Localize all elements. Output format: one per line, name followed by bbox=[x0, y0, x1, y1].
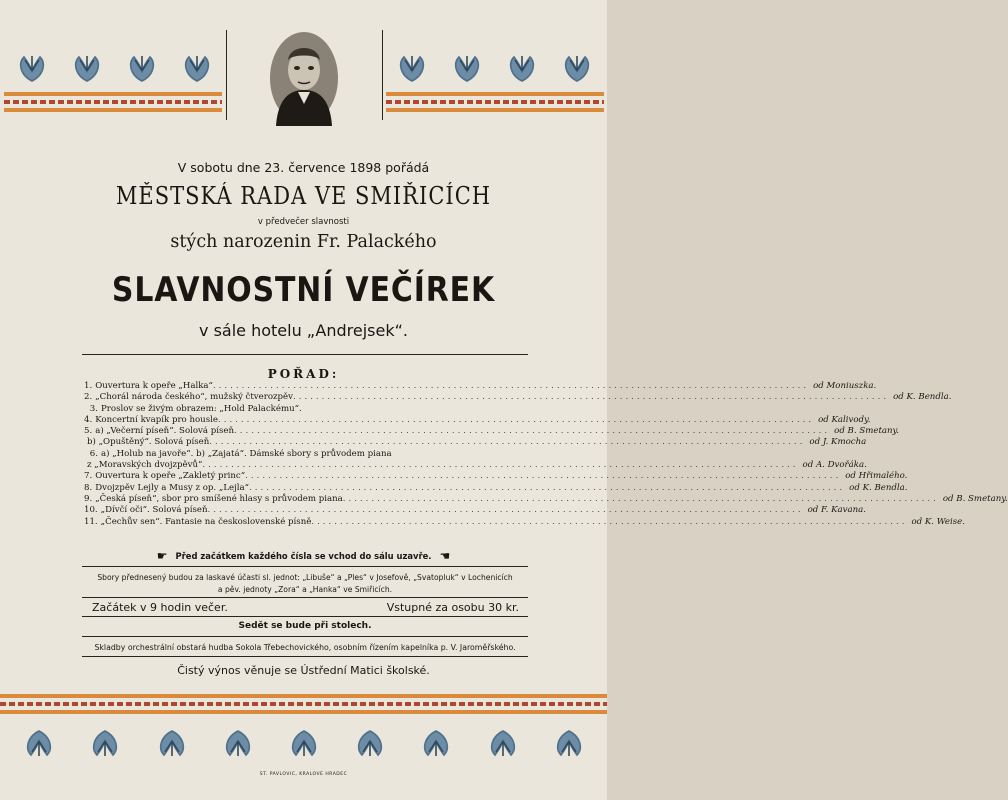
seating-note: Sedět se bude při stolech. bbox=[238, 621, 372, 631]
program-item: 5. a) „Večerní píseň“. Solová píseň ........................................................................................................ od B. Smetany. bbox=[84, 426, 900, 437]
program-item: 1. Ouvertura k opeře „Halka“ ........................................................................................................ od Moniuszka. bbox=[84, 381, 877, 391]
fan-ornament-icon bbox=[559, 50, 595, 86]
fan-ornament-icon bbox=[504, 50, 540, 86]
date-line: V sobotu dne 23. července 1898 pořádá bbox=[177, 160, 430, 175]
fan-ornament-icon bbox=[485, 726, 521, 762]
music-note: Skladby orchestrální obstará hudba Sokola Třebechovického, osobním řízením kapelníka p. V. Jaroměřského. bbox=[94, 643, 516, 652]
fan-ornament-icon bbox=[87, 726, 123, 762]
program-item: 7. Ouvertura k opeře „Zakletý princ“ ........................................................................................................ od Hřimalého. bbox=[84, 471, 908, 482]
admission-price: Vstupné za osobu 30 kr. bbox=[386, 601, 519, 614]
pointing-hand-right-icon: ☛ bbox=[156, 549, 168, 563]
fan-ornament-icon bbox=[220, 726, 256, 762]
organizer-title: MĚSTSKÁ RADA VE SMIŘICÍCH bbox=[115, 182, 492, 210]
program-item: 2. „Chorál národa českého“, mužský čtverozpěv ........................................................................................................ od K. Bendla. bbox=[84, 392, 952, 403]
fan-ornament-icon bbox=[449, 50, 485, 86]
program-item: z „Moravských dvojzpěvů“ ........................................................................................................ od A. Dvořáka. bbox=[87, 460, 867, 471]
program-item: 3. Proslov se živým obrazem: „Hold Palackému“. bbox=[89, 403, 302, 414]
program-list bbox=[84, 381, 1008, 528]
printer-credit: ST. PAVLOVIC, KRALOVE HRADEC bbox=[259, 772, 348, 777]
choirs-line-2: a pěv. jednoty „Zora“ a „Hanka“ ve Smiřicích. bbox=[217, 585, 393, 594]
fan-ornament-icon bbox=[418, 726, 454, 762]
pointing-hand-left-icon: ☚ bbox=[439, 549, 451, 563]
venue-line: v sále hotelu „Andrejsek“. bbox=[199, 321, 408, 340]
occasion-line: stých narozenin Fr. Palackého bbox=[170, 232, 437, 252]
entrance-note: ☛ Před začátkem každého čísla se vchod do sálu uzavře. ☚ bbox=[156, 549, 451, 563]
fan-ornament-icon bbox=[352, 726, 388, 762]
program-item: 11. „Čechův sen“. Fantasie na československé písně ........................................................................................................ od K. Weise. bbox=[84, 516, 965, 527]
fan-ornament-icon bbox=[286, 726, 322, 762]
occasion-intro: v předvečer slavnosti bbox=[257, 217, 350, 227]
program-item: 4. Koncertní kvapík pro housle ........................................................................................................ od Kalivody. bbox=[84, 414, 871, 425]
palacky-portrait bbox=[268, 30, 340, 126]
fan-ornament-icon bbox=[14, 50, 50, 86]
fan-ornament-icon bbox=[69, 50, 105, 86]
fan-ornament-icon bbox=[124, 50, 160, 86]
fan-ornament-icon bbox=[21, 726, 57, 762]
event-title: SLAVNOSTNÍ VEČÍREK bbox=[111, 270, 496, 310]
program-heading: POŘAD: bbox=[267, 367, 340, 381]
program-item: 9. „Česká píseň“, sbor pro smíšené hlasy s průvodem piana ........................................................................................................ od B. Smetany. bbox=[84, 493, 1008, 504]
proceeds-note: Čistý výnos věnuje se Ústřední Matici školské. bbox=[177, 664, 430, 677]
program-item: b) „Opuštěný“. Solová píseň ........................................................................................................ od J. Kmocha bbox=[87, 437, 867, 448]
program-item: 6. a) „Holub na javoře“. b) „Zajatá“. Dámské sbory s průvodem piana bbox=[89, 448, 392, 459]
fan-ornament-icon bbox=[179, 50, 215, 86]
fan-ornament-icon bbox=[394, 50, 430, 86]
fan-ornament-icon bbox=[551, 726, 587, 762]
header-divider bbox=[82, 354, 528, 355]
start-time: Začátek v 9 hodin večer. bbox=[92, 601, 228, 614]
choirs-line-1: Sbory přednesený budou za laskavé účasti sl. jednot: „Libuše“ a „Ples“ v Josefově, „Svatopluk“ v Lochenicích bbox=[97, 573, 513, 582]
program-item: 8. Dvojzpěv Lejly a Musy z op. „Lejla“ ........................................................................................................ od K. Bendla. bbox=[84, 482, 908, 493]
fan-ornament-icon bbox=[154, 726, 190, 762]
program-item: 10. „Dívčí oči“. Solová píseň ........................................................................................................ od F. Kavana. bbox=[84, 505, 866, 516]
